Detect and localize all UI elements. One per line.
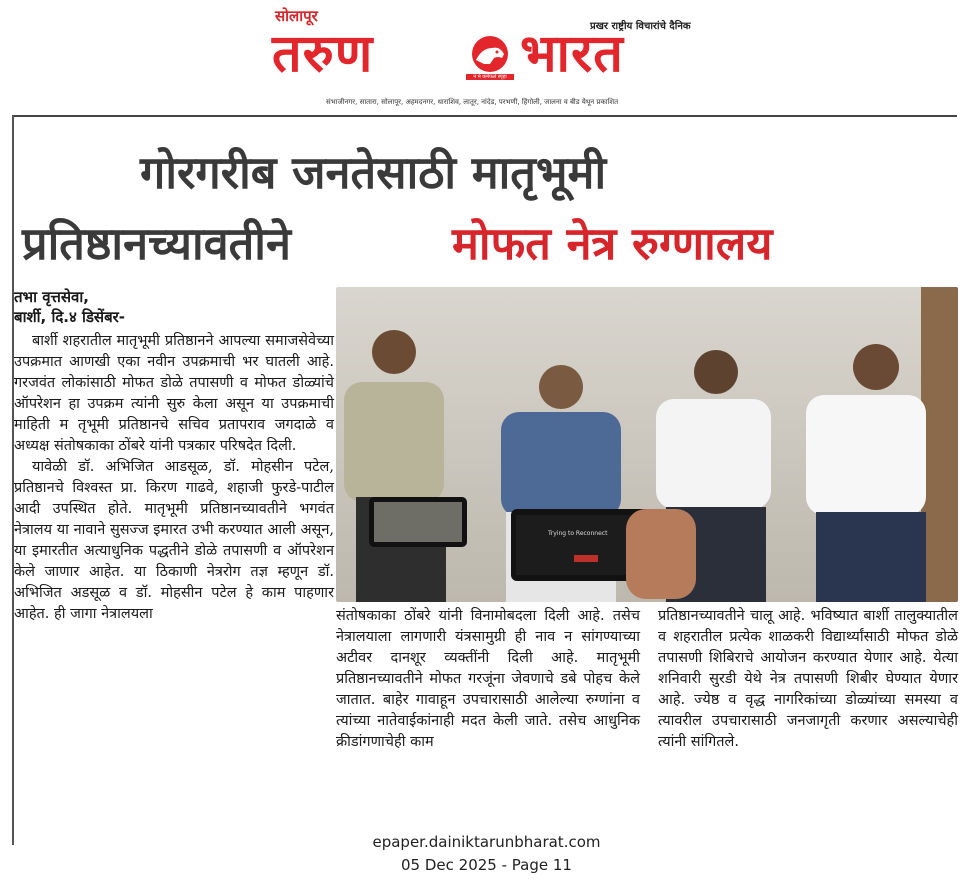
editions-line: संभाजीनगर, सातारा, सोलापूर, अहमदनगर, धाराशिव, लातूर, नांदेड, परभणी, हिंगोली, जालना व बीड येथून प्रकाशित — [326, 98, 619, 106]
brand-name-first: तरुण — [272, 24, 374, 84]
press-conference-photo — [336, 287, 958, 602]
headline-line-1: गोरगरीब जनतेसाठी मातृभूमी — [140, 146, 607, 199]
article-column-1 — [14, 331, 334, 625]
city-label: सोलापूर — [275, 7, 318, 25]
paragraph: यावेळी डॉ. अभिजित आडसूळ, डॉ. मोहसीन पटेल, प्रतिष्ठानचे विश्वस्त प्रा. किरण गाढवे, शहाजी फुरडे-पाटील आदी उपस्थित होते. मातृभूमी प्रतिष्ठानच्यावतीने भगवंत नेत्रालय या नावाने सुसज्ज इमारत उभी करण्यात आली असून, या इमारतीत अत्याधुनिक पद्धतीने डोळे तपासणी व ऑपरेशन केले जाणार आहेत. या ठिकाणी नेत्ररोग तज्ञ म्हणून डॉ. अभिजित अडसूळ व डॉ. मोहसीन पटेल हे काम पाहणार आहेत. ही जागा नेत्रालयला — [14, 459, 334, 622]
page-info: 05 Dec 2025 - Page 11 — [401, 856, 572, 874]
headline-line-2-red: मोफत नेत्र रुग्णालय — [452, 217, 773, 270]
news-source: तभा वृत्तसेवा, — [14, 288, 89, 306]
article-column-2: संतोषकाका ठोंबरे यांनी विनामोबदला दिली आहे. तसेच नेत्रालयाला लागणारी यंत्रसामुग्री ही नाव न सांगण्याच्या अटीवर दानशूर व्यक्तींनी दिली आहे. मातृभूमी प्रतिष्ठानच्यावतीने मोफत गरजूंना जेवणाचे डबे पोहच केले जातात. बाहेर गावाहून उपचारासाठी आलेल्या रुग्णांना व त्यांच्या नातेवाईकांनाही मदत केली जाते. तसेच आधुनिक क्रीडांगणाचेही काम — [336, 608, 640, 750]
phone-screen-text: Trying to Reconnect — [548, 530, 608, 537]
epaper-site-url[interactable]: epaper.dainiktarunbharat.com — [372, 833, 601, 851]
paragraph: बार्शी शहरातील मातृभूमी प्रतिष्ठानने आपल्या समाजसेवेच्या उपक्रमात आणखी एका नवीन उपक्रमाची भर घातली आहे. गरजवंत लोकांसाठी मोफत डोळे तपासणी व मोफत डोळ्यांचे ऑपरेशन हा उपक्रम त्यांनी सुरु केला असून या उपक्रमाची माहिती म तृभूमी प्रतिष्ठानचे सचिव प्रतापराव जगदाळे व अध्यक्ष संतोषकाका ठोंबरे यांनी पत्रकार परिषदेत दिली. — [14, 333, 334, 454]
dateline: बार्शी, दि.४ डिसेंबर- — [14, 308, 126, 326]
article-byline — [14, 287, 334, 327]
newspaper-tagline: प्रखर राष्ट्रीय विचारांचे दैनिक — [590, 21, 691, 32]
headline-line-2-dark: प्रतिष्ठानच्यावतीने — [22, 217, 291, 270]
article-column-3: प्रतिष्ठानच्यावतीने चालू आहे. भविष्यात बार्शी तालुक्यातील व शहरातील प्रत्येक शाळकरी विद्यार्थ्यांसाठी मोफत डोळे तपासणी शिबिराचे आयोजन करण्यात येणार आहे. येत्या शनिवारी सुरडी येथे नेत्र तपासणी शिबीर घेण्यात येणार आहे. ज्येष्ठ व वृद्ध नागरिकांच्या डोळ्यांच्या समस्या व त्यावरील उपचारासाठी जनजागृती करणार असल्याचेही त्यांनी सांगितले. — [658, 608, 958, 750]
brand-name-second: भारत — [520, 24, 624, 84]
motto-ribbon: न मे कर्मफले स्पृहा — [466, 74, 514, 80]
masthead-divider — [12, 115, 957, 117]
